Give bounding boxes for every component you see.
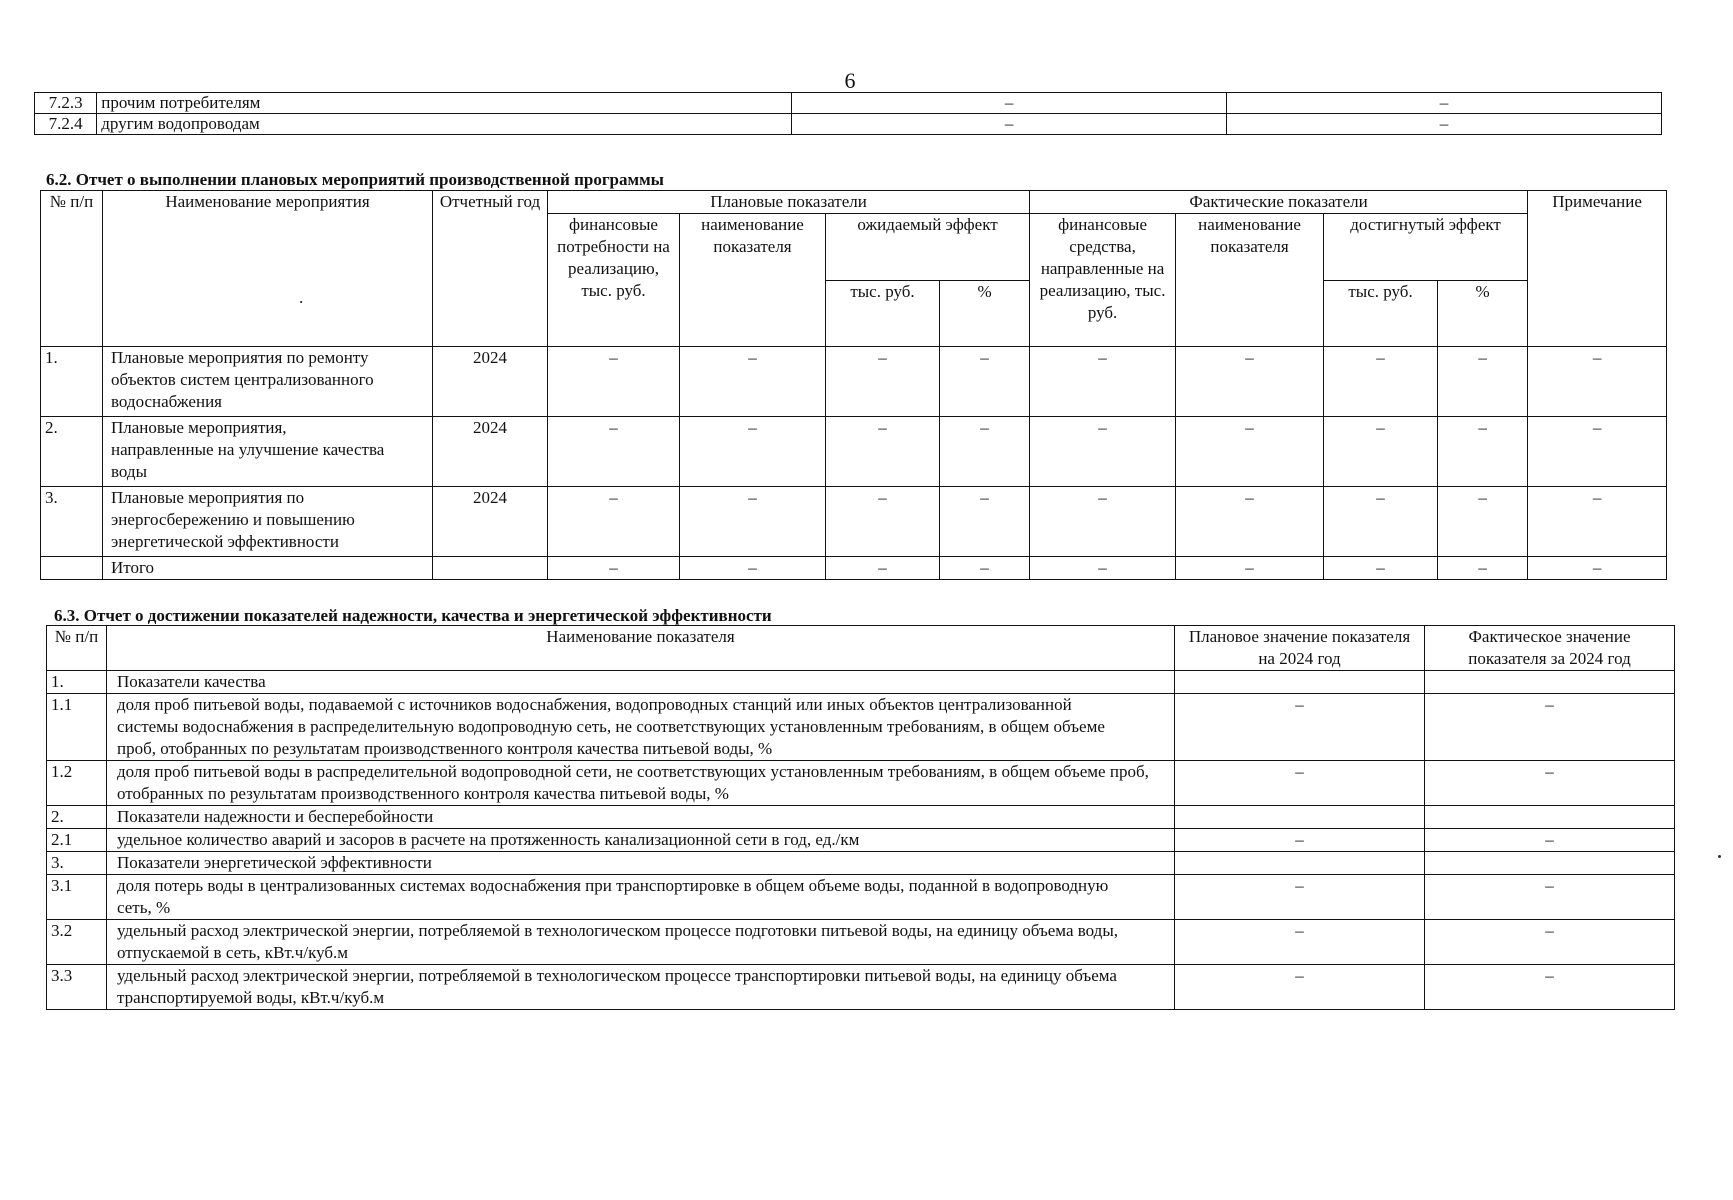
row-value: – <box>940 557 1030 580</box>
row-value: – <box>1528 347 1667 417</box>
table-row <box>47 761 1675 806</box>
row-year: 2024 <box>433 417 548 487</box>
row-value: – <box>826 557 940 580</box>
row-value: – <box>680 417 826 487</box>
row-value: – <box>1438 487 1528 557</box>
row-number: 1.1 <box>47 694 107 761</box>
row-value: – <box>1030 557 1176 580</box>
row-value: – <box>1176 347 1324 417</box>
row-name: удельный расход электрической энергии, потребляемой в технологическом процессе подготовки питьевой воды, на единицу объема воды, отпускаемой в сеть, кВт.ч/куб.м <box>107 920 1175 965</box>
row-plan: – <box>1175 761 1425 806</box>
row-value: – <box>1227 93 1662 114</box>
row-value: – <box>1030 347 1176 417</box>
col-number-header: № п/п <box>47 626 107 671</box>
row-value: – <box>548 347 680 417</box>
row-number: 3. <box>47 852 107 875</box>
row-value: – <box>940 417 1030 487</box>
row-fact: – <box>1425 829 1675 852</box>
row-value: – <box>548 557 680 580</box>
row-value: – <box>1528 557 1667 580</box>
col-year-header: Отчетный год <box>433 191 548 347</box>
row-plan: – <box>1175 875 1425 920</box>
fact-effect-header: достигнутый эффект <box>1324 214 1528 281</box>
row-fact: – <box>1425 761 1675 806</box>
row-number: 7.2.3 <box>35 93 97 114</box>
plan-effect-header: ожидаемый эффект <box>826 214 1030 281</box>
section-63-title: 6.3. Отчет о достижении показателей надежности, качества и энергетической эффективности <box>54 606 772 625</box>
row-name: Показатели качества <box>107 671 1175 694</box>
header-row <box>41 191 1667 214</box>
fact-indicator-name-header: наименование показателя <box>1176 214 1324 347</box>
row-number: 3. <box>41 487 103 557</box>
row-number: 1. <box>47 671 107 694</box>
row-number: 7.2.4 <box>35 114 97 135</box>
row-plan: – <box>1175 829 1425 852</box>
row-number: 2. <box>47 806 107 829</box>
row-name: удельное количество аварий и засоров в расчете на протяженность канализационной сети в год, ед./км <box>107 829 1175 852</box>
row-number: 1.2 <box>47 761 107 806</box>
fact-finance-header: финансовые средства, направленные на реализацию, тыс. руб. <box>1030 214 1176 347</box>
row-value: – <box>1528 417 1667 487</box>
row-value: – <box>1528 487 1667 557</box>
row-value: – <box>1176 487 1324 557</box>
col-plan-header: Плановое значение показателя на 2024 год <box>1175 626 1425 671</box>
plan-percent-header: % <box>940 280 1030 347</box>
row-value: – <box>1030 487 1176 557</box>
top-continuation-table <box>34 92 1662 135</box>
row-fact: – <box>1425 875 1675 920</box>
row-number: 3.3 <box>47 965 107 1010</box>
page-number: 6 <box>844 68 856 93</box>
row-fact <box>1425 806 1675 829</box>
row-number: 3.1 <box>47 875 107 920</box>
header-row <box>47 626 1675 671</box>
table-row <box>47 875 1675 920</box>
total-row <box>41 557 1667 580</box>
row-plan: – <box>1175 920 1425 965</box>
row-name: Показатели надежности и бесперебойности <box>107 806 1175 829</box>
row-name: прочим потребителям <box>97 93 792 114</box>
row-name: Показатели энергетической эффективности <box>107 852 1175 875</box>
col-name-header: Наименование показателя <box>107 626 1175 671</box>
scan-speck <box>1718 855 1721 858</box>
row-name: другим водопроводам <box>97 114 792 135</box>
table-row <box>47 920 1675 965</box>
row-name: доля проб питьевой воды, подаваемой с источников водоснабжения, водопроводных станций или иных объектов централизованной системы водоснабжения в распределительную водопроводную сеть, не соответствующих установленным требованиям, в общем объеме проб, отобранных по результатам производственного контроля качества питьевой воды, % <box>107 694 1175 761</box>
col-fact-header: Фактическое значение показателя за 2024 год <box>1425 626 1675 671</box>
row-fact: – <box>1425 920 1675 965</box>
row-number: 1. <box>41 347 103 417</box>
row-value: – <box>1438 417 1528 487</box>
row-value: – <box>1176 417 1324 487</box>
row-name: удельный расход электрической энергии, потребляемой в технологическом процессе транспортировки питьевой воды, на единицу объема транспортируемой воды, кВт.ч/куб.м <box>107 965 1175 1010</box>
row-value: – <box>826 487 940 557</box>
indicators-table <box>46 625 1675 1010</box>
row-name: Плановые мероприятия, направленные на улучшение качества воды <box>103 417 433 487</box>
row-value: – <box>680 557 826 580</box>
row-year <box>433 557 548 580</box>
table-row <box>35 93 1662 114</box>
row-fact: – <box>1425 694 1675 761</box>
row-plan: – <box>1175 965 1425 1010</box>
row-fact <box>1425 852 1675 875</box>
row-value: – <box>826 417 940 487</box>
row-value: – <box>548 487 680 557</box>
fact-indicators-header: Фактические показатели <box>1030 191 1528 214</box>
row-value: – <box>680 347 826 417</box>
plan-indicators-header: Плановые показатели <box>548 191 1030 214</box>
row-name: Итого <box>103 557 433 580</box>
table-row <box>47 806 1675 829</box>
table-row <box>41 417 1667 487</box>
row-value: – <box>1324 557 1438 580</box>
table-row <box>47 829 1675 852</box>
row-value: – <box>792 93 1227 114</box>
col-note-header: Примечание <box>1528 191 1667 347</box>
col-name-header: Наименование мероприятия . <box>103 191 433 347</box>
row-value: – <box>1438 347 1528 417</box>
row-value: – <box>1176 557 1324 580</box>
row-number <box>41 557 103 580</box>
row-value: – <box>1324 347 1438 417</box>
table-row <box>47 694 1675 761</box>
row-plan: – <box>1175 694 1425 761</box>
fact-thousand-rub-header: тыс. руб. <box>1324 280 1438 347</box>
table-row <box>47 671 1675 694</box>
table-row <box>47 965 1675 1010</box>
row-year: 2024 <box>433 347 548 417</box>
row-number: 2.1 <box>47 829 107 852</box>
table-row <box>47 852 1675 875</box>
row-fact: – <box>1425 965 1675 1010</box>
row-plan <box>1175 806 1425 829</box>
row-name: доля потерь воды в централизованных системах водоснабжения при транспортировке в общем объеме воды, поданной в водопроводную сеть, % <box>107 875 1175 920</box>
row-plan <box>1175 671 1425 694</box>
row-value: – <box>1324 487 1438 557</box>
col-number-header: № п/п <box>41 191 103 347</box>
table-row <box>41 487 1667 557</box>
row-plan <box>1175 852 1425 875</box>
row-value: – <box>680 487 826 557</box>
row-value: – <box>548 417 680 487</box>
row-value: – <box>1438 557 1528 580</box>
row-value: – <box>940 347 1030 417</box>
row-name: доля проб питьевой воды в распределительной водопроводной сети, не соответствующих установленным требованиям, в общем объеме проб, отобранных по результатам производственного контроля качества питьевой воды, % <box>107 761 1175 806</box>
plan-thousand-rub-header: тыс. руб. <box>826 280 940 347</box>
stray-mark: . <box>299 288 304 307</box>
table-row <box>41 347 1667 417</box>
plan-finance-header: финансовые потребности на реализацию, тыс. руб. <box>548 214 680 347</box>
plan-measures-table <box>40 190 1667 580</box>
plan-indicator-name-header: наименование показателя <box>680 214 826 347</box>
row-year: 2024 <box>433 487 548 557</box>
section-62-title: 6.2. Отчет о выполнении плановых мероприятий производственной программы <box>46 170 664 189</box>
row-fact <box>1425 671 1675 694</box>
fact-percent-header: % <box>1438 280 1528 347</box>
row-name: Плановые мероприятия по энергосбережению и повышению энергетической эффективности <box>103 487 433 557</box>
row-value: – <box>1030 417 1176 487</box>
row-number: 2. <box>41 417 103 487</box>
row-value: – <box>792 114 1227 135</box>
row-value: – <box>940 487 1030 557</box>
row-number: 3.2 <box>47 920 107 965</box>
row-value: – <box>1227 114 1662 135</box>
row-name: Плановые мероприятия по ремонту объектов систем централизованного водоснабжения <box>103 347 433 417</box>
row-value: – <box>826 347 940 417</box>
table-row <box>35 114 1662 135</box>
row-value: – <box>1324 417 1438 487</box>
